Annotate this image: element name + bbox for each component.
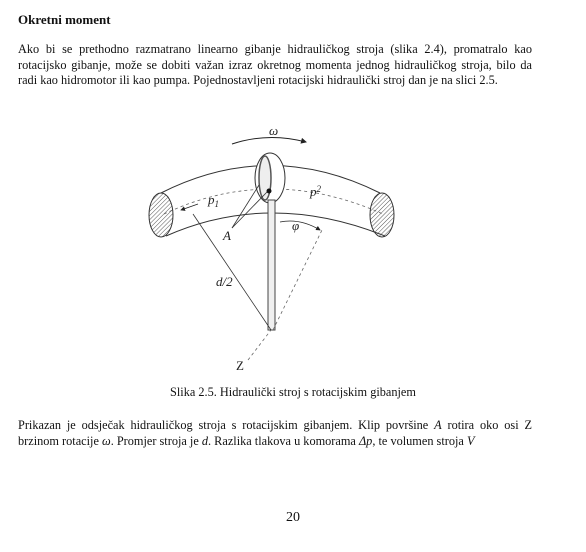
p2-label: $p^2$ bbox=[310, 184, 321, 199]
a-label: A bbox=[223, 228, 231, 243]
intro-paragraph: Ako bi se prethodno razmatrano linearno gibanje hidrauličkog stroja (slika 2.4), promatralo kao rotacijsko gibanje, može se dobiti važan izraz okretnog momenta jednog hidrauličkog stroja, bilo da radi kao hidromotor ili kao pumpa. Pojednostavljeni rotacijski hidraulički stroj dan je na slici 2.5. bbox=[18, 42, 532, 87]
left-chamber-end bbox=[149, 193, 173, 237]
arm-rod bbox=[268, 200, 275, 330]
figure-caption: Slika 2.5. Hidraulički stroj s rotacijskim gibanjem bbox=[170, 385, 416, 399]
right-chamber-end bbox=[370, 193, 394, 237]
omega-arrow bbox=[232, 137, 306, 144]
phi-arrow bbox=[280, 221, 320, 230]
p1-arrow bbox=[181, 204, 198, 210]
p1-label: $p_1$ bbox=[208, 192, 219, 209]
radius-label: d/2 bbox=[216, 274, 233, 289]
phi-label: φ bbox=[292, 218, 300, 233]
radius-line-left bbox=[193, 214, 271, 330]
a-leader-2 bbox=[232, 192, 267, 228]
axis-to-center bbox=[248, 330, 271, 360]
a-leader-1 bbox=[232, 185, 259, 228]
piston-pivot bbox=[267, 189, 272, 194]
figure-hydraulic-machine bbox=[128, 118, 428, 380]
section-heading: Okretni moment bbox=[18, 12, 111, 27]
radius-line-right bbox=[273, 228, 323, 330]
body-paragraph: Prikazan je odsječak hidrauličkog stroja s rotacijskim gibanjem. Klip površine A rotira oko osi Z brzinom rotacije ω. Promjer stroja je d. Razlika tlakova u komorama Δp, te volumen stroja V bbox=[18, 418, 532, 448]
machine-diagram bbox=[128, 118, 428, 380]
page-number: 20 bbox=[286, 510, 300, 525]
omega-label: ω bbox=[269, 123, 279, 138]
axis-z-label: Z bbox=[236, 358, 244, 373]
